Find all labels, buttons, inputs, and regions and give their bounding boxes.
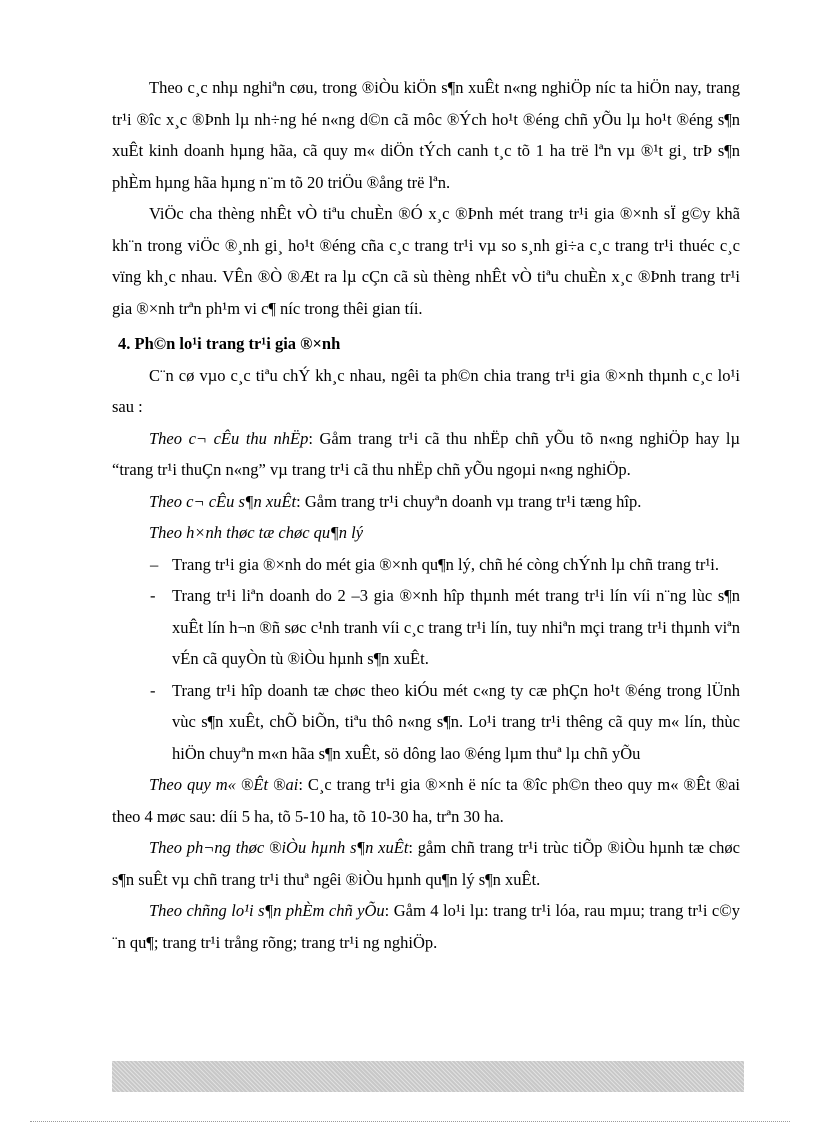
- list-item: [112, 580, 740, 675]
- classification-production: [112, 486, 740, 518]
- list-item-text: Trang tr¹i hîp doanh tæ chøc theo kiÓu mét c«ng ty cæ phÇn ho¹t ®éng trong lÜnh vùc s¶n xuÊt, chÕ biÕn, tiªu thô n«ng s¶n. Lo¹i trang tr¹i thêng cã quy m« lín, thùc hiÖn chuyªn m«n hãa s¶n xuÊt, sö dông lao ®éng lµm thuª lµ chñ yÕu: [172, 680, 740, 763]
- list-item: [112, 549, 740, 581]
- section-heading: 4. Ph©n lo¹i trang tr¹i gia ®×nh: [118, 334, 341, 353]
- page-bottom-divider: [30, 1121, 790, 1122]
- classification-product-text: : Gåm 4 lo¹i lµ: trang tr¹i lóa, rau mµu; trang tr¹i c©y ¨n qu¶; trang tr¹i trång rõng; trang tr¹i ng nghiÖp.: [112, 901, 741, 952]
- page-content: [112, 72, 740, 958]
- classification-management-text: : gåm chñ trang tr¹i trùc tiÕp ®iÒu hµnh tæ chøc s¶n suÊt vµ chñ trang tr¹i thuª ngêi ®iÒu hµnh qu¶n lý s¶n xuÊt.: [112, 838, 741, 889]
- classification-product: [112, 895, 740, 958]
- classification-scale-label: Theo quy m« ®Êt ®ai: [149, 775, 299, 794]
- paragraph-farm-definition: Theo c¸c nhµ nghiªn cøu, trong ®iÒu kiÖn s¶n xuÊt n«ng nghiÖp níc ta hiÖn nay, trang tr¹i ®îc x¸c ®Þnh lµ nh÷ng hé n«ng d©n cã môc ®Ých ho¹t ®éng chñ yÕu lµ ho¹t ®éng s¶n xuÊt kinh doanh hµng hãa, cã quy m« diÖn tÝch canh t¸c tõ 1 ha trë lªn vµ ®¹t gi¸ trÞ s¶n phÈm hµng hãa hµng n¨m tõ 20 triÖu ®ång trë lªn.: [112, 78, 740, 192]
- organization-list: [112, 549, 740, 770]
- classification-production-text: : Gåm trang tr¹i chuyªn doanh vµ trang tr¹i tæng hîp.: [296, 491, 642, 511]
- classification-scale: [112, 769, 740, 832]
- list-item-text: Trang tr¹i liªn doanh do 2 –3 gia ®×nh hîp thµnh mét trang tr¹i lín víi n¨ng lùc s¶n xuÊt lín h¬n ®ñ søc c¹nh tranh víi c¸c trang tr¹i lín, tuy nhiªn mçi trang tr¹i thµnh viªn vÉn cã quyÒn tù ®iÒu hµnh s¶n xuÊt.: [172, 586, 740, 668]
- classification-management-label: Theo ph¬ng thøc ®iÒu hµnh s¶n xuÊt: [149, 838, 409, 857]
- classification-production-label: Theo c¬ cÊu s¶n xuÊt: [149, 491, 297, 511]
- dash-marker: -: [150, 586, 156, 605]
- dash-marker: –: [150, 554, 159, 574]
- classification-management: [112, 832, 740, 895]
- dash-marker: -: [150, 680, 156, 700]
- section-intro: C¨n cø vµo c¸c tiªu chÝ kh¸c nhau, ngêi ta ph©n chia trang tr¹i gia ®×nh thµnh c¸c lo¹i sau :: [112, 365, 740, 416]
- paragraph-criteria-issue: ViÖc cha thèng nhÊt vÒ tiªu chuÈn ®Ó x¸c ®Þnh mét trang tr¹i gia ®×nh sÏ g©y khã kh¨n trong viÖc ®¸nh gi¸ ho¹t ®éng cña c¸c trang tr¹i vµ so s¸nh gi÷a c¸c trang tr¹i thuéc c¸c vïng kh¸c nhau. VÊn ®Ò ®Æt ra lµ cÇn cã sù thèng nhÊt vÒ tiªu chuÈn x¸c ®Þnh trang tr¹i gia ®×nh trªn ph¹m vi c¶ níc trong thêi gian tíi.: [112, 204, 740, 318]
- classification-product-label: Theo chñng lo¹i s¶n phÈm chñ yÕu: [149, 901, 385, 920]
- list-item: [112, 675, 740, 770]
- list-item-text: Trang tr¹i gia ®×nh do mét gia ®×nh qu¶n lý, chñ hé còng chÝnh lµ chñ trang tr¹i.: [172, 554, 719, 574]
- footer-bar: [112, 1061, 744, 1092]
- classification-income-label: Theo c¬ cÊu thu nhËp: [149, 428, 309, 448]
- classification-income: [112, 423, 740, 486]
- classification-scale-text: : C¸c trang tr¹i gia ®×nh ë níc ta ®îc ph©n theo quy m« ®Êt ®ai theo 4 møc sau: díi 5 ha, tõ 5-10 ha, tõ 10-30 ha, trªn 30 ha.: [112, 775, 740, 826]
- classification-organization-label: Theo h×nh thøc tæ chøc qu¶n lý: [149, 523, 364, 542]
- classification-income-text: : Gåm trang tr¹i cã thu nhËp chñ yÕu tõ n«ng nghiÖp hay lµ “trang tr¹i thuÇn n«ng” vµ trang tr¹i cã thu nhËp chñ yÕu ngoµi n«ng nghiÖp.: [112, 428, 741, 479]
